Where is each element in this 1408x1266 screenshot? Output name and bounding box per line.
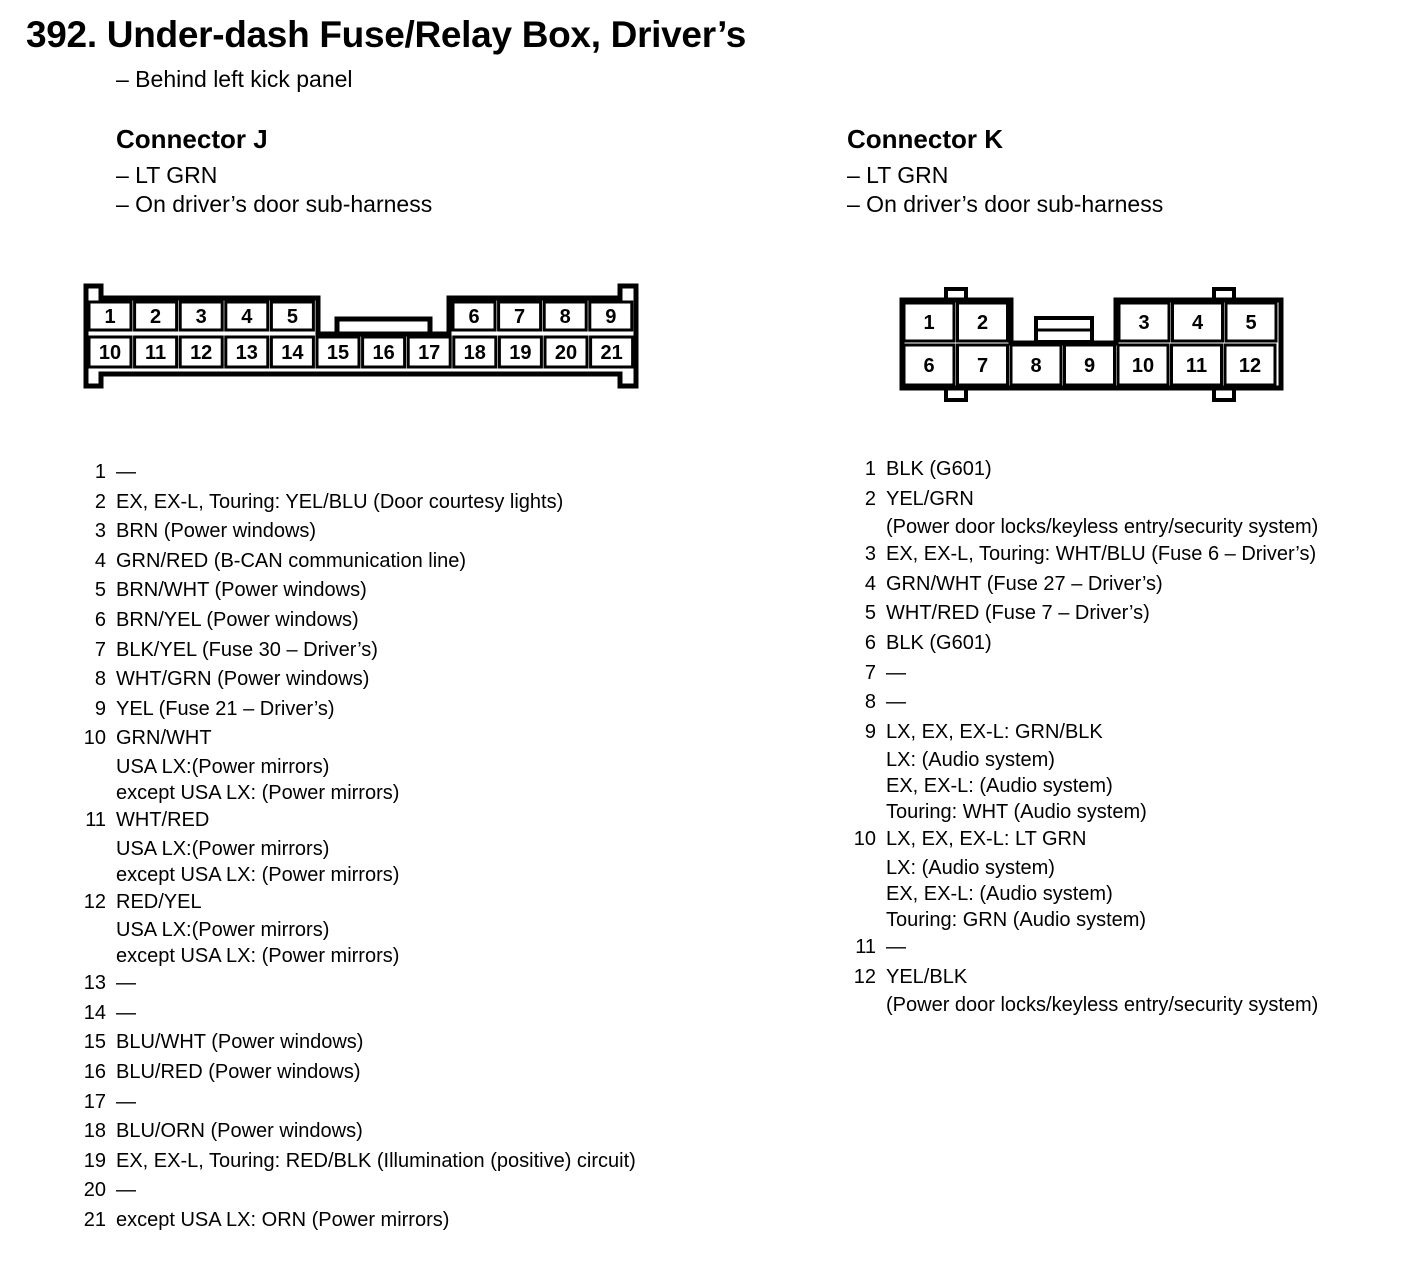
connector-j-pin-description: BRN/WHT (Power windows) <box>116 579 367 602</box>
connector-j-pin-number: 4 <box>94 549 106 572</box>
connector-k-pin-number: 1 <box>864 458 876 480</box>
connector-j-pin-description: GRN/RED (B-CAN communication line) <box>116 549 467 572</box>
connector-j-pin-label: 6 <box>468 306 480 328</box>
connector-j-pin-row <box>81 1147 636 1177</box>
connector-j-pin-label: 3 <box>195 306 207 328</box>
connector-k-pin-description: WHT/RED (Fuse 7 – Driver’s) <box>886 602 1150 625</box>
connector-k-pin-subline: LX: (Audio system) <box>886 856 1055 879</box>
connector-j-pin-description: EX, EX-L, Touring: YEL/BLU (Door courtesy lights) <box>116 490 564 513</box>
connector-k-pin-row <box>851 718 1318 748</box>
connector-j-pin-subline: except USA LX: (Power mirrors) <box>116 781 400 804</box>
connector-j-pin-number: 10 <box>83 727 106 750</box>
connector-j-pin-row <box>81 1206 636 1236</box>
connector-j-pin-row <box>81 695 636 725</box>
connector-j-pin-number: 2 <box>94 490 106 513</box>
connector-j-pin-label: 7 <box>514 306 526 328</box>
connector-j-pin-row <box>81 999 636 1029</box>
connector-j-pin-label: 16 <box>372 342 395 364</box>
connector-k-pin-description: — <box>886 691 906 714</box>
connector-j-pin-description: BLU/WHT (Power windows) <box>116 1031 364 1054</box>
connector-k-name: Connector K <box>847 124 1003 154</box>
connector-k-pin-label: 3 <box>1138 312 1150 334</box>
connector-j-pin-label: 17 <box>418 342 441 364</box>
connector-j-pin-description: BRN (Power windows) <box>116 520 317 543</box>
connector-k-pin-description: YEL/BLK <box>886 965 968 988</box>
connector-j-pin-description: BRN/YEL (Power windows) <box>116 608 359 631</box>
page-subtitle: – Behind left kick panel <box>116 66 353 92</box>
connector-j-pin-row <box>81 576 636 606</box>
connector-j-pin-label: 18 <box>463 342 486 364</box>
connector-j-pin-label: 20 <box>554 342 578 364</box>
connector-k-pin-row <box>851 485 1318 515</box>
connector-k-pin-description: EX, EX-L, Touring: WHT/BLU (Fuse 6 – Driver’s) <box>886 543 1317 566</box>
connector-k-pin-number: 4 <box>864 572 876 595</box>
connector-j-pin-row <box>81 1117 636 1147</box>
connector-j-pin-row <box>81 1058 636 1088</box>
connector-j-pin-label: 11 <box>145 342 167 364</box>
connector-j-pin-label: 19 <box>509 342 532 364</box>
connector-j-pin-row <box>81 969 636 999</box>
connector-j-pin-label: 5 <box>286 306 298 328</box>
connector-j-pin-description: WHT/GRN (Power windows) <box>116 668 370 691</box>
connector-j-pin-description: — <box>116 461 136 483</box>
connector-j-pin-description: BLU/RED (Power windows) <box>116 1060 361 1083</box>
connector-k-pin-list <box>851 455 1318 1018</box>
connector-j-pin-number: 19 <box>83 1149 106 1172</box>
connector-k-pin-label: 4 <box>1191 312 1204 334</box>
connector-j-pin-number: 21 <box>83 1208 106 1231</box>
connector-j-pin-description: — <box>116 972 136 995</box>
connector-k-pin-number: 5 <box>864 602 876 625</box>
connector-j-pin-row <box>81 1176 636 1206</box>
connector-k-pin-row <box>851 688 1318 718</box>
connector-j-pin-label: 9 <box>605 306 617 328</box>
connector-j-pin-row <box>81 724 636 754</box>
connector-k-pin-row <box>851 963 1318 993</box>
connector-k-pin-description: BLK (G601) <box>886 458 992 480</box>
connector-j-pin-row <box>81 888 636 918</box>
connector-j-pin-description: BLK/YEL (Fuse 30 – Driver’s) <box>116 638 378 661</box>
connector-j-pin-number: 12 <box>83 890 106 913</box>
connector-k-pin-label: 6 <box>923 355 935 377</box>
connector-k-pin-subline: (Power door locks/keyless entry/security system) <box>886 994 1319 1017</box>
connector-j-pin-number: 1 <box>94 461 106 483</box>
connector-k-pin-label: 7 <box>976 355 989 377</box>
connector-k-pin-description: — <box>886 935 906 958</box>
connector-j-pin-row <box>81 547 636 577</box>
connector-j-pin-description: YEL (Fuse 21 – Driver’s) <box>116 697 335 720</box>
connector-j-pin-number: 13 <box>83 972 106 995</box>
connector-k-pin-label: 2 <box>976 312 989 334</box>
page-title: 392. Under-dash Fuse/Relay Box, Driver’s <box>26 14 747 55</box>
connector-j-pin-number: 20 <box>83 1179 106 1202</box>
connector-k-pin-description: — <box>886 661 906 684</box>
connector-k-diagram <box>0 0 1408 420</box>
connector-j-pin-number: 16 <box>83 1060 106 1083</box>
connector-j-pin-row <box>81 488 636 518</box>
connector-k-pin-description: GRN/WHT (Fuse 27 – Driver’s) <box>886 572 1163 595</box>
connector-j-pin-row <box>81 517 636 547</box>
connector-j-pin-row <box>81 636 636 666</box>
connector-k-color: – LT GRN <box>847 162 949 188</box>
connector-j-color: – LT GRN <box>116 162 218 188</box>
connector-j-pin-label: 10 <box>98 342 122 364</box>
connector-j-pin-description: EX, EX-L, Touring: RED/BLK (Illumination (positive) circuit) <box>116 1149 636 1172</box>
connector-j-pin-subline: USA LX:(Power mirrors) <box>116 837 330 860</box>
connector-j-pin-row <box>81 665 636 695</box>
connector-k-pin-number: 9 <box>864 720 876 743</box>
connector-k-pin-subline: EX, EX-L: (Audio system) <box>886 882 1113 905</box>
connector-j-pin-description: WHT/RED <box>116 808 210 831</box>
connector-j-pin-row <box>81 806 636 836</box>
connector-k-pin-number: 6 <box>864 631 876 654</box>
connector-k-pin-row <box>851 825 1318 855</box>
connector-k-pin-number: 12 <box>853 965 876 988</box>
connector-k-pin-number: 10 <box>853 828 876 851</box>
connector-j-pin-label: 14 <box>281 342 304 364</box>
connector-k-pin-label: 9 <box>1083 355 1096 377</box>
connector-j-pin-row <box>81 1088 636 1118</box>
connector-k-pin-description: LX, EX, EX-L: GRN/BLK <box>886 720 1103 743</box>
connector-j-pin-description: — <box>116 1001 136 1024</box>
connector-j-pin-subline: USA LX:(Power mirrors) <box>116 755 330 778</box>
connector-k-pin-subline: Touring: WHT (Audio system) <box>886 801 1147 824</box>
connector-k-pin-description: YEL/GRN <box>886 487 974 510</box>
connector-j-pin-label: 8 <box>559 306 571 328</box>
connector-k-pin-number: 2 <box>864 487 876 510</box>
connector-k-pin-label: 12 <box>1238 355 1262 377</box>
connector-k-pin-subline: Touring: GRN (Audio system) <box>886 908 1147 931</box>
connector-k-pin-number: 7 <box>864 661 876 684</box>
connector-k-top-right-cells <box>1119 303 1276 341</box>
connector-j-pin-row <box>81 1028 636 1058</box>
connector-j-name: Connector J <box>116 124 268 154</box>
connector-j-pin-label: 1 <box>104 306 116 328</box>
connector-j-pin-label: 21 <box>600 342 623 364</box>
connector-j-location: – On driver’s door sub-harness <box>116 191 433 217</box>
connector-k-pin-row <box>851 599 1318 629</box>
connector-j-pin-number: 8 <box>94 668 106 691</box>
connector-j-pin-number: 5 <box>94 579 106 602</box>
connector-k-pin-number: 8 <box>864 691 876 714</box>
connector-j-pin-number: 6 <box>94 608 106 631</box>
connector-j-pin-description: — <box>116 1179 136 1202</box>
connector-j-pin-description: GRN/WHT <box>116 727 212 750</box>
connector-k-pin-row <box>851 455 1318 485</box>
connector-j-pin-description: RED/YEL <box>116 890 202 913</box>
connector-j-pin-list <box>81 458 636 1235</box>
connector-j-pin-description: — <box>116 1090 136 1113</box>
connector-j-pin-number: 3 <box>94 520 106 543</box>
connector-j-pin-description: except USA LX: ORN (Power mirrors) <box>116 1208 450 1231</box>
connector-k-pin-subline: LX: (Audio system) <box>886 749 1055 772</box>
connector-k-pin-subline: EX, EX-L: (Audio system) <box>886 775 1113 798</box>
connector-k-location: – On driver’s door sub-harness <box>847 191 1164 217</box>
connector-j-pin-label: 4 <box>241 306 253 328</box>
connector-k-pin-label: 11 <box>1185 355 1208 377</box>
connector-k-pin-description: BLK (G601) <box>886 631 992 654</box>
connector-k-pin-subline: (Power door locks/keyless entry/security system) <box>886 516 1319 539</box>
connector-k-pin-row <box>851 933 1318 963</box>
connector-j-pin-label: 12 <box>190 342 213 364</box>
connector-j-pin-label: 2 <box>150 306 162 328</box>
connector-j-pin-number: 14 <box>83 1001 106 1024</box>
connector-k-bottom-cells <box>904 345 1275 385</box>
connector-j-pin-number: 18 <box>83 1120 106 1143</box>
connector-j-pin-description: BLU/ORN (Power windows) <box>116 1120 363 1143</box>
connector-k-pin-label: 5 <box>1245 312 1257 334</box>
connector-j-pin-number: 7 <box>94 638 106 661</box>
connector-k-pin-row <box>851 629 1318 659</box>
connector-k-pin-description: LX, EX, EX-L: LT GRN <box>886 828 1087 851</box>
connector-k-pin-row <box>851 659 1318 689</box>
connector-j-pin-subline: except USA LX: (Power mirrors) <box>116 863 400 886</box>
connector-j-pin-subline: USA LX:(Power mirrors) <box>116 919 330 942</box>
connector-j-pin-row <box>81 458 636 488</box>
connector-j-pin-number: 9 <box>94 697 106 720</box>
connector-j-pin-number: 15 <box>83 1031 106 1054</box>
connector-j-pin-label: 15 <box>326 342 350 364</box>
connector-k-pin-number: 11 <box>855 935 876 958</box>
connector-k-pin-label: 10 <box>1131 355 1155 377</box>
connector-k-pin-number: 3 <box>864 543 876 566</box>
connector-k-pin-label: 1 <box>923 312 935 334</box>
connector-k-pin-label: 8 <box>1030 355 1042 377</box>
connector-k-pin-row <box>851 540 1318 570</box>
connector-j-pin-label: 13 <box>235 342 258 364</box>
connector-j-pin-number: 17 <box>83 1090 106 1113</box>
connector-j-pin-row <box>81 606 636 636</box>
connector-j-pin-number: 11 <box>85 808 106 831</box>
connector-j-pin-subline: except USA LX: (Power mirrors) <box>116 945 400 968</box>
connector-k-pin-row <box>851 570 1318 600</box>
